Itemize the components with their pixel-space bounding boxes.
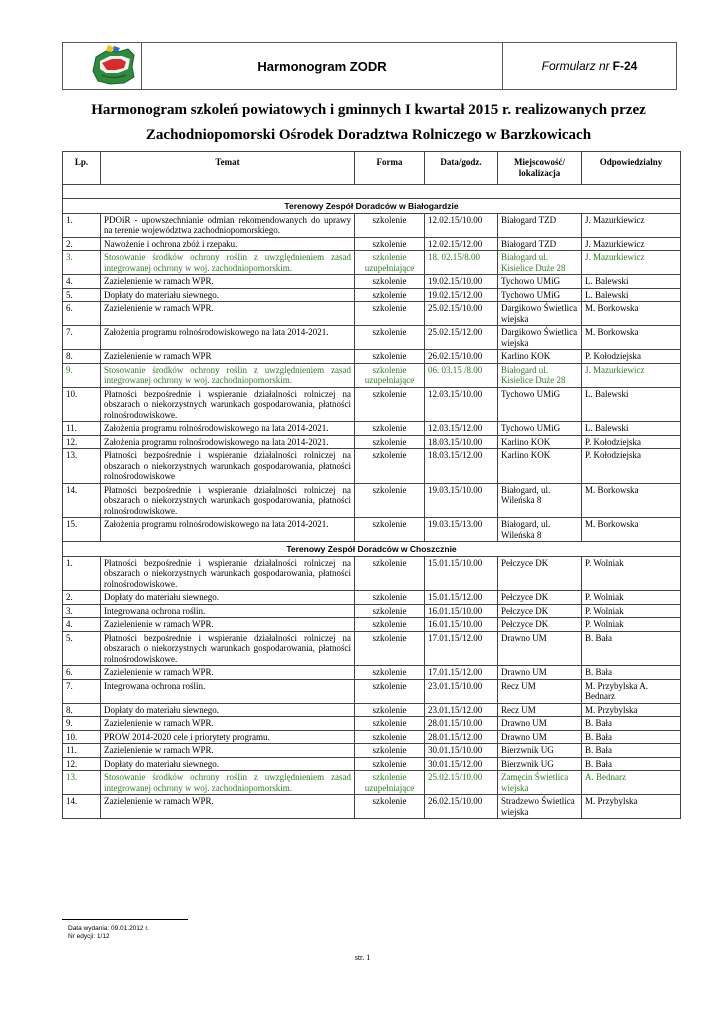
form-cell: szkolenie	[355, 591, 425, 605]
lp-cell: 1.	[63, 213, 101, 237]
location-cell: Drawno UM	[498, 631, 582, 666]
date-cell: 28.01.15/12.00	[425, 730, 498, 744]
responsible-cell: M. Borkowska	[582, 483, 681, 518]
form-label: Formularz nr	[541, 59, 610, 73]
schedule-table	[62, 151, 681, 819]
location-cell: Białogard, ul. Wileńska 8	[498, 483, 582, 518]
responsible-cell: P. Wolniak	[582, 556, 681, 591]
topic-cell: Zazielenienie w ramach WPR.	[101, 795, 355, 819]
page-number: str. 1	[354, 953, 371, 962]
form-cell: szkolenie	[355, 387, 425, 422]
topic-cell: Założenia programu rolnośrodowiskowego na lata 2014-2021.	[101, 518, 355, 542]
table-row	[63, 556, 681, 591]
topic-cell: PROW 2014-2020 cele i priorytety programu.	[101, 730, 355, 744]
date-cell: 16.01.15/10.00	[425, 618, 498, 632]
form-cell: szkolenie	[355, 604, 425, 618]
date-cell: 17.01.15/12.00	[425, 666, 498, 680]
topic-cell: Integrowana ochrona roślin.	[101, 679, 355, 703]
date-cell: 19.02.15/10.00	[425, 275, 498, 289]
form-cell: szkolenie	[355, 795, 425, 819]
form-cell: szkolenie	[355, 744, 425, 758]
responsible-cell: L. Balewski	[582, 275, 681, 289]
topic-cell: Stosowanie środków ochrony roślin z uwzględnieniem zasad integrowanej ochrony w woj. zachodniopomorskim.	[101, 363, 355, 387]
column-header: Data/godz.	[425, 152, 498, 185]
form-cell: szkolenie	[355, 717, 425, 731]
table-row	[63, 350, 681, 364]
responsible-cell: L. Balewski	[582, 288, 681, 302]
lp-cell: 8.	[63, 350, 101, 364]
lp-cell: 1.	[63, 556, 101, 591]
lp-cell: 12.	[63, 435, 101, 449]
topic-cell: Zazielenienie w ramach WPR	[101, 350, 355, 364]
location-cell: Pełczyce DK	[498, 604, 582, 618]
date-cell: 15.01.15/10.00	[425, 556, 498, 591]
date-cell: 12.03.15/10.00	[425, 387, 498, 422]
lp-cell: 2.	[63, 237, 101, 251]
lp-cell: 5.	[63, 631, 101, 666]
topic-cell: Dopłaty do materiału siewnego.	[101, 591, 355, 605]
column-header: Forma	[355, 152, 425, 185]
location-cell: Karlino KOK	[498, 435, 582, 449]
topic-cell: Dopłaty do materiału siewnego.	[101, 288, 355, 302]
form-cell: szkolenie	[355, 288, 425, 302]
form-cell: szkolenie uzupełniające	[355, 251, 425, 275]
responsible-cell: M. Borkowska	[582, 518, 681, 542]
topic-cell: Płatności bezpośrednie i wspieranie działalności rolniczej na obszarach o niekorzystnych warunkach gospodarowania, płatności rolnośrodowiskowe.	[101, 631, 355, 666]
responsible-cell: B. Bała	[582, 631, 681, 666]
topic-cell: Założenia programu rolnośrodowiskowego na lata 2014-2021.	[101, 435, 355, 449]
section-title: Terenowy Zespół Doradców w Choszcznie	[63, 542, 681, 557]
lp-cell: 2.	[63, 591, 101, 605]
location-cell: Karlino KOK	[498, 350, 582, 364]
form-cell: szkolenie	[355, 326, 425, 350]
lp-cell: 8.	[63, 703, 101, 717]
responsible-cell: M. Borkowska	[582, 302, 681, 326]
location-cell: Bierzwnik UG	[498, 757, 582, 771]
location-cell: Drawno UM	[498, 730, 582, 744]
column-header: Temat	[101, 152, 355, 185]
location-cell: Tychowo UMiG	[498, 422, 582, 436]
topic-cell: Nawożenie i ochrona zbóż i rzepaku.	[101, 237, 355, 251]
location-cell: Drawno UM	[498, 666, 582, 680]
form-cell: szkolenie	[355, 757, 425, 771]
location-cell: Białogard, ul. Wileńska 8	[498, 518, 582, 542]
header-title: Harmonogram ZODR	[257, 58, 387, 74]
table-row	[63, 518, 681, 542]
column-header: Miejscowość/ lokalizacja	[498, 152, 582, 185]
date-cell: 18.03.15/10.00	[425, 435, 498, 449]
section-header-row	[63, 199, 681, 214]
location-cell: Tychowo UMiG	[498, 288, 582, 302]
responsible-cell: B. Bała	[582, 730, 681, 744]
responsible-cell: A. Bednarz	[582, 771, 681, 795]
table-row	[63, 591, 681, 605]
responsible-cell: L. Balewski	[582, 422, 681, 436]
form-cell: szkolenie uzupełniające	[355, 771, 425, 795]
table-header-row	[63, 152, 681, 185]
topic-cell: Zazielenienie w ramach WPR.	[101, 717, 355, 731]
column-header: Odpowiedzialny	[582, 152, 681, 185]
form-cell: szkolenie	[355, 435, 425, 449]
location-cell: Białogard ul. Kisielice Duże 28	[498, 251, 582, 275]
topic-cell: Płatności bezpośrednie i wspieranie działalności rolniczej na obszarach o niekorzystnych warunkach gospodarowania, płatności rolnośrodowiskowe.	[101, 387, 355, 422]
date-cell: 30.01.15/10.00	[425, 744, 498, 758]
table-row	[63, 387, 681, 422]
lp-cell: 10.	[63, 730, 101, 744]
form-cell: szkolenie	[355, 275, 425, 289]
form-cell: szkolenie	[355, 631, 425, 666]
topic-cell: Zazielenienie w ramach WPR.	[101, 275, 355, 289]
table-row	[63, 717, 681, 731]
location-cell: Karlino KOK	[498, 449, 582, 484]
table-row	[63, 435, 681, 449]
lp-cell: 10.	[63, 387, 101, 422]
lp-cell: 14.	[63, 483, 101, 518]
date-cell: 17.01.15/12.00	[425, 631, 498, 666]
table-row	[63, 631, 681, 666]
topic-cell: Zazielenienie w ramach WPR.	[101, 618, 355, 632]
form-cell: szkolenie	[355, 483, 425, 518]
lp-cell: 4.	[63, 275, 101, 289]
form-cell: szkolenie	[355, 666, 425, 680]
spacer-row	[63, 185, 681, 199]
date-cell: 12.02.15/12.00	[425, 237, 498, 251]
lp-cell: 3.	[63, 251, 101, 275]
topic-cell: Dopłaty do materiału siewnego.	[101, 757, 355, 771]
location-cell: Tychowo UMiG	[498, 275, 582, 289]
responsible-cell: M. Przybylska A. Bednarz	[582, 679, 681, 703]
responsible-cell: B. Bała	[582, 666, 681, 680]
form-cell: szkolenie	[355, 302, 425, 326]
date-cell: 25.02.15/12.00	[425, 326, 498, 350]
table-row	[63, 757, 681, 771]
responsible-cell: M. Przybylska	[582, 795, 681, 819]
date-cell: 19.03.15/13.00	[425, 518, 498, 542]
date-cell: 16.01.15/10.00	[425, 604, 498, 618]
date-cell: 26.02.15/10.00	[425, 350, 498, 364]
topic-cell: Założenia programu rolnośrodowiskowego na lata 2014-2021.	[101, 326, 355, 350]
topic-cell: Stosowanie środków ochrony roślin z uwzględnieniem zasad integrowanej ochrony w woj. zachodniopomorskim.	[101, 771, 355, 795]
table-row	[63, 795, 681, 819]
table-row	[63, 666, 681, 680]
responsible-cell: J. Mazurkiewicz	[582, 251, 681, 275]
location-cell: Dargikowo Świetlica wiejska	[498, 302, 582, 326]
lp-cell: 5.	[63, 288, 101, 302]
location-cell: Pełczyce DK	[498, 618, 582, 632]
date-cell: 25.02.15/10.00	[425, 302, 498, 326]
location-cell: Białogard TZD	[498, 237, 582, 251]
lp-cell: 13.	[63, 449, 101, 484]
responsible-cell: J. Mazurkiewicz	[582, 213, 681, 237]
table-row	[63, 483, 681, 518]
form-cell: szkolenie	[355, 518, 425, 542]
table-row	[63, 679, 681, 703]
responsible-cell: P. Kołodziejska	[582, 350, 681, 364]
table-row	[63, 730, 681, 744]
responsible-cell: M. Borkowska	[582, 326, 681, 350]
responsible-cell: B. Bała	[582, 757, 681, 771]
table-row	[63, 302, 681, 326]
location-cell: Pełczyce DK	[498, 591, 582, 605]
form-cell: szkolenie	[355, 730, 425, 744]
form-cell: szkolenie	[355, 422, 425, 436]
table-row	[63, 363, 681, 387]
topic-cell: PDOiR - upowszechnianie odmian rekomendowanych do uprawy na terenie województwa zachodniopomorskiego.	[101, 213, 355, 237]
lp-cell: 9.	[63, 717, 101, 731]
footnote-divider	[62, 919, 188, 920]
date-cell: 26.02.15/10.00	[425, 795, 498, 819]
responsible-cell: M. Przybylska	[582, 703, 681, 717]
form-cell: szkolenie	[355, 449, 425, 484]
date-cell: 18.03.15/12.00	[425, 449, 498, 484]
form-cell: szkolenie	[355, 618, 425, 632]
responsible-cell: B. Bała	[582, 744, 681, 758]
date-cell: 28.01.15/10.00	[425, 717, 498, 731]
date-cell: 15.01.15/12.00	[425, 591, 498, 605]
location-cell: Białogard ul. Kisielice Duże 28	[498, 363, 582, 387]
topic-cell: Dopłaty do materiału siewnego.	[101, 703, 355, 717]
document-header	[62, 42, 677, 90]
column-header: Lp.	[63, 152, 101, 185]
responsible-cell: P. Kołodziejska	[582, 449, 681, 484]
lp-cell: 11.	[63, 422, 101, 436]
location-cell: Drawno UM	[498, 717, 582, 731]
form-number	[503, 43, 676, 89]
form-cell: szkolenie	[355, 679, 425, 703]
location-cell: Tychowo UMiG	[498, 387, 582, 422]
lp-cell: 13.	[63, 771, 101, 795]
section-header-row	[63, 542, 681, 557]
table-row	[63, 618, 681, 632]
location-cell: Recz UM	[498, 703, 582, 717]
location-cell: Białogard TZD	[498, 213, 582, 237]
responsible-cell: B. Bała	[582, 717, 681, 731]
topic-cell: Integrowana ochrona roślin.	[101, 604, 355, 618]
form-cell: szkolenie	[355, 556, 425, 591]
edition-number: Nr edycji: 1/12	[68, 933, 110, 940]
date-cell: 30.01.15/12.00	[425, 757, 498, 771]
location-cell: Bierzwnik UG	[498, 744, 582, 758]
table-row	[63, 604, 681, 618]
location-cell: Stradzewo Świetlica wiejska	[498, 795, 582, 819]
date-cell: 18. 02.15/8.00	[425, 251, 498, 275]
topic-cell: Płatności bezpośrednie i wspieranie działalności rolniczej na obszarach o niekorzystnych warunkach gospodarowania, płatności rolnośrodowiskowe.	[101, 556, 355, 591]
zodr-logo-icon	[88, 43, 138, 87]
topic-cell: Płatności bezpośrednie i wspieranie działalności rolniczej na obszarach o niekorzystnych warunkach gospodarowania, płatności rolnośrodowiskowe	[101, 449, 355, 484]
date-cell: 12.03.15/12.00	[425, 422, 498, 436]
lp-cell: 11.	[63, 744, 101, 758]
date-cell: 19.02.15/12.00	[425, 288, 498, 302]
responsible-cell: P. Wolniak	[582, 591, 681, 605]
lp-cell: 9.	[63, 363, 101, 387]
form-cell: szkolenie uzupełniające	[355, 363, 425, 387]
table-row	[63, 288, 681, 302]
topic-cell: Płatności bezpośrednie i wspieranie działalności rolniczej na obszarach o niekorzystnych warunkach gospodarowania, płatności rolnośrodowiskowe.	[101, 483, 355, 518]
table-row	[63, 251, 681, 275]
lp-cell: 4.	[63, 618, 101, 632]
responsible-cell: P. Wolniak	[582, 604, 681, 618]
date-cell: 19.03.15/10.00	[425, 483, 498, 518]
lp-cell: 15.	[63, 518, 101, 542]
date-cell: 06. 03.15 /8.00	[425, 363, 498, 387]
responsible-cell: J. Mazurkiewicz	[582, 363, 681, 387]
issue-date: Data wydania: 09.01.2012 r.	[68, 925, 149, 932]
form-cell: szkolenie	[355, 213, 425, 237]
responsible-cell: P. Wolniak	[582, 618, 681, 632]
document-heading-line1: Harmonogram szkoleń powiatowych i gminnych I kwartał 2015 r. realizowanych przez	[91, 102, 646, 118]
form-cell: szkolenie	[355, 350, 425, 364]
topic-cell: Zazielenienie w ramach WPR.	[101, 666, 355, 680]
table-row	[63, 744, 681, 758]
responsible-cell: J. Mazurkiewicz	[582, 237, 681, 251]
responsible-cell: P. Kołodziejska	[582, 435, 681, 449]
location-cell: Dargikowo Świetlica wiejska	[498, 326, 582, 350]
table-row	[63, 326, 681, 350]
table-row	[63, 771, 681, 795]
table-row	[63, 703, 681, 717]
date-cell: 23.01.15/10.00	[425, 679, 498, 703]
topic-cell: Zazielenienie w ramach WPR.	[101, 302, 355, 326]
location-cell: Recz UM	[498, 679, 582, 703]
section-title: Terenowy Zespół Doradców w Białogardzie	[63, 199, 681, 214]
table-row	[63, 449, 681, 484]
date-cell: 23.01.15/12.00	[425, 703, 498, 717]
form-cell: szkolenie	[355, 237, 425, 251]
lp-cell: 7.	[63, 326, 101, 350]
table-row	[63, 422, 681, 436]
date-cell: 12.02.15/10.00	[425, 213, 498, 237]
date-cell: 25.02.15/10.00	[425, 771, 498, 795]
table-row	[63, 213, 681, 237]
location-cell: Zamęcin Świetlica wiejska	[498, 771, 582, 795]
responsible-cell: L. Balewski	[582, 387, 681, 422]
table-row	[63, 275, 681, 289]
lp-cell: 3.	[63, 604, 101, 618]
lp-cell: 14.	[63, 795, 101, 819]
topic-cell: Zazielenienie w ramach WPR.	[101, 744, 355, 758]
form-cell: szkolenie	[355, 703, 425, 717]
lp-cell: 6.	[63, 666, 101, 680]
topic-cell: Stosowanie środków ochrony roślin z uwzględnieniem zasad integrowanej ochrony w woj. zachodniopomorskim.	[101, 251, 355, 275]
document-heading-line2: Zachodniopomorski Ośrodek Doradztwa Rolniczego w Barzkowicach	[145, 127, 592, 143]
lp-cell: 6.	[63, 302, 101, 326]
table-row	[63, 237, 681, 251]
lp-cell: 12.	[63, 757, 101, 771]
location-cell: Pełczyce DK	[498, 556, 582, 591]
form-code: F-24	[612, 59, 638, 73]
lp-cell: 7.	[63, 679, 101, 703]
topic-cell: Założenia programu rolnośrodowiskowego na lata 2014-2021.	[101, 422, 355, 436]
